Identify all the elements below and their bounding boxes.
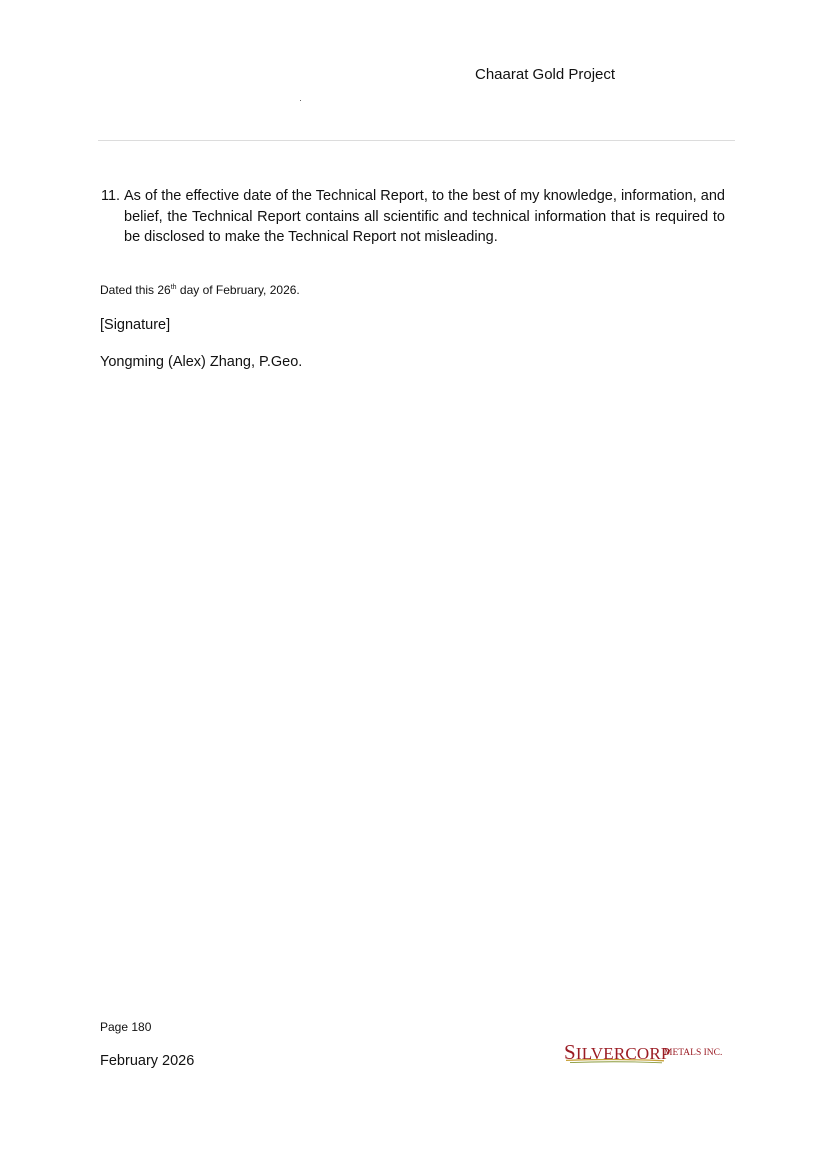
- logo-name-rest: ILVERCORP: [575, 1044, 671, 1063]
- dated-prefix: Dated this 26: [100, 283, 171, 297]
- header-mark: [300, 100, 301, 101]
- logo-swoosh-icon: [566, 1059, 664, 1064]
- clause-number: 11.: [101, 188, 121, 204]
- signature-placeholder: [Signature]: [100, 317, 171, 333]
- footer-date: February 2026: [100, 1053, 195, 1069]
- dated-rest: day of February, 2026.: [176, 283, 300, 297]
- logo-tagline: METALS INC.: [664, 1048, 723, 1058]
- page-number: Page 180: [100, 1020, 152, 1034]
- dated-line: [100, 283, 300, 297]
- header-divider: [98, 140, 735, 141]
- signer-name: Yongming (Alex) Zhang, P.Geo.: [100, 354, 303, 370]
- logo-initial: S: [564, 1040, 576, 1064]
- header-title: Chaarat Gold Project: [475, 66, 616, 83]
- silvercorp-logo: [564, 1040, 724, 1068]
- clause-11: [101, 186, 725, 248]
- dated-ordinal-suffix: th: [170, 284, 177, 291]
- clause-text: As of the effective date of the Technical Report, to the best of my knowledge, information, and belief, the Technical Report contains all scientific and technical information that is required to be disclosed to make the Technical Report not misleading.: [124, 188, 725, 245]
